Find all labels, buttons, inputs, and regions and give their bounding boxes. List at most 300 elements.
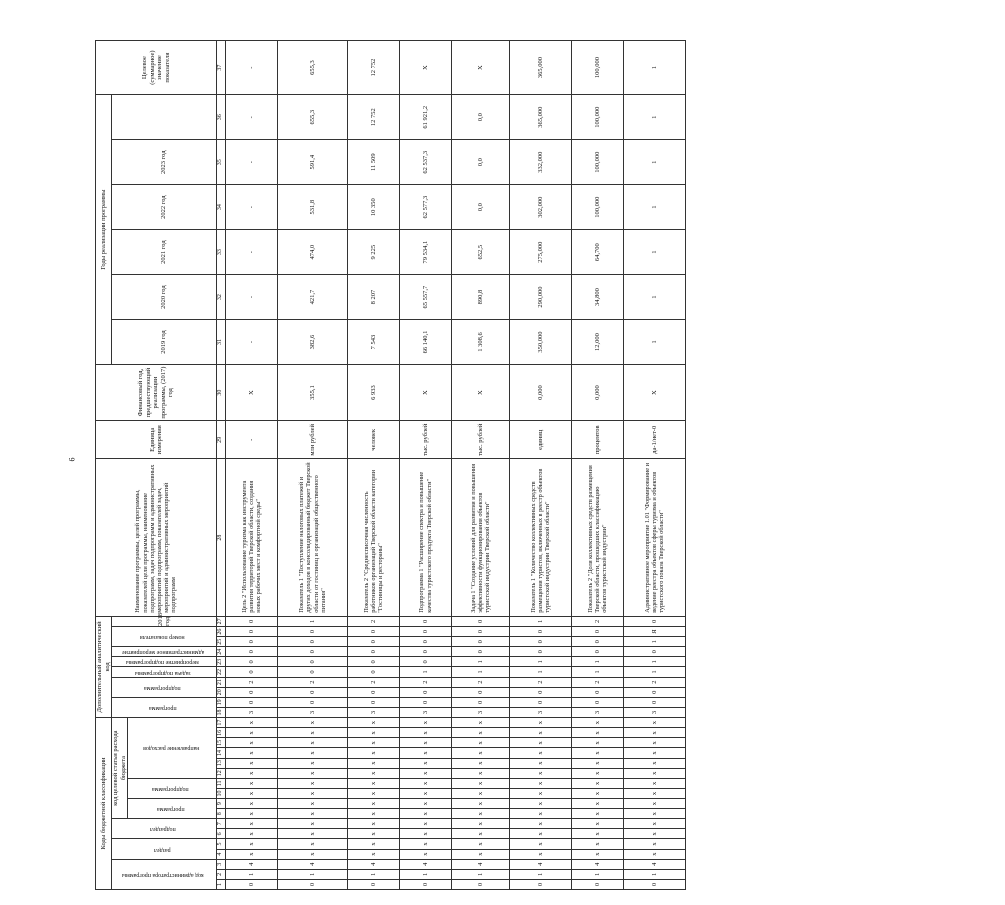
code-cell: 3 <box>348 707 400 717</box>
code-cell: 2 <box>572 616 624 626</box>
code-cell: 0 <box>278 657 348 667</box>
code-cell: x <box>348 778 400 788</box>
subprogram-d-header: подпрограмма <box>144 684 182 691</box>
column-number: 7 <box>217 819 226 829</box>
code-cell: 4 <box>278 859 348 869</box>
row-year-value: 1 <box>624 230 686 275</box>
row-year-value: 79 534,1 <box>400 230 452 275</box>
table-row <box>624 41 686 890</box>
code-cell: x <box>400 718 452 728</box>
column-number: 23 <box>217 657 226 667</box>
code-cell: x <box>400 748 452 758</box>
code-cell: x <box>452 738 510 748</box>
code-cell: x <box>510 768 572 778</box>
code-cell: 0 <box>278 667 348 677</box>
code-cell: x <box>348 809 400 819</box>
code-cell: x <box>452 768 510 778</box>
column-number: 36 <box>217 95 226 140</box>
code-cell: 4 <box>510 859 572 869</box>
row-year-value: 61 921,2 <box>400 95 452 140</box>
code-cell: x <box>226 778 278 788</box>
code-cell: x <box>452 819 510 829</box>
code-cell: x <box>572 758 624 768</box>
column-number: 28 <box>217 459 226 616</box>
row-unit: единиц <box>510 421 572 459</box>
code-cell: 0 <box>226 616 278 626</box>
code-cell: 0 <box>226 637 278 647</box>
row-name: Показатель 1 "Количество коллективных средств размещения туристов, включенных в реестр объектов туристской индустрии Тверской области" <box>510 459 572 616</box>
row-year-value: 12 752 <box>348 95 400 140</box>
event-header: мероприятие подпрограммы <box>126 659 200 666</box>
target-article-header: код целевой статьи расхода бюджета <box>112 718 128 819</box>
section-header: раздел <box>154 846 172 853</box>
row-year-value: 1 <box>624 95 686 140</box>
column-number: 19 <box>217 697 226 707</box>
code-cell: 3 <box>510 707 572 717</box>
code-cell: 4 <box>226 859 278 869</box>
row-target-value: 1 <box>624 41 686 95</box>
budget-codes-header: Коды бюджетной классификации <box>96 718 112 890</box>
column-number: 32 <box>217 275 226 320</box>
row-year-value: 100,000 <box>572 140 624 185</box>
column-number: 22 <box>217 667 226 677</box>
code-cell: x <box>348 718 400 728</box>
row-unit: да-1/нет-0 <box>624 421 686 459</box>
row-year-value: 66 140,1 <box>400 320 452 365</box>
column-number: 31 <box>217 320 226 365</box>
row-year-value: 10 350 <box>348 185 400 230</box>
target-header: Целевое (суммарное) значение показателя <box>96 41 217 95</box>
row-target-value: 365,000 <box>510 41 572 95</box>
years-header: Годы реализации программы <box>96 95 112 365</box>
code-cell: x <box>278 799 348 809</box>
code-cell: 0 <box>348 687 400 697</box>
code-cell: 0 <box>452 616 510 626</box>
code-cell: x <box>278 819 348 829</box>
code-cell: x <box>510 758 572 768</box>
row-year-value: 0,0 <box>452 140 510 185</box>
code-cell: 1 <box>348 869 400 879</box>
row-unit: - <box>226 421 278 459</box>
row-year-value: 1 <box>624 320 686 365</box>
code-cell: x <box>452 728 510 738</box>
code-cell: 2 <box>226 677 278 687</box>
code-cell: x <box>348 829 400 839</box>
code-cell: x <box>510 748 572 758</box>
code-cell: x <box>624 738 686 748</box>
column-number: 12 <box>217 768 226 778</box>
code-cell: x <box>278 768 348 778</box>
code-cell: x <box>510 738 572 748</box>
row-fin-year: 6 933 <box>348 365 400 421</box>
code-cell: 0 <box>510 627 572 637</box>
row-year-value: 8 207 <box>348 275 400 320</box>
code-cell: x <box>510 778 572 788</box>
code-cell: 4 <box>624 859 686 869</box>
code-cell: x <box>624 748 686 758</box>
code-cell: x <box>572 778 624 788</box>
code-cell: x <box>624 839 686 849</box>
row-year-value: 332,000 <box>510 140 572 185</box>
code-cell: x <box>572 799 624 809</box>
code-cell: 0 <box>400 627 452 637</box>
table-body <box>226 41 686 890</box>
code-cell: Я <box>624 627 686 637</box>
code-cell: x <box>572 748 624 758</box>
column-number: 27 <box>217 616 226 626</box>
row-name: Цель 2 "Использование туризма как инструмента развития территорий Тверской области, создания новых рабочих мест и комфортной среды" <box>226 459 278 616</box>
code-cell: x <box>572 809 624 819</box>
code-cell: 0 <box>400 697 452 707</box>
code-cell: 0 <box>510 879 572 889</box>
code-cell: x <box>400 819 452 829</box>
code-cell: 0 <box>348 879 400 889</box>
code-cell: x <box>510 809 572 819</box>
code-cell: x <box>624 718 686 728</box>
y2018-header: 2018 год <box>112 616 217 626</box>
code-cell: x <box>624 768 686 778</box>
code-cell: x <box>348 728 400 738</box>
row-year-value: - <box>226 185 278 230</box>
code-cell: x <box>510 849 572 859</box>
row-target-value: X <box>400 41 452 95</box>
code-cell: 0 <box>348 697 400 707</box>
code-cell: 0 <box>510 637 572 647</box>
row-year-value: 11 509 <box>348 140 400 185</box>
row-unit: тыс. рублей <box>400 421 452 459</box>
code-cell: x <box>226 788 278 798</box>
code-cell: 0 <box>510 687 572 697</box>
row-year-value: 7 543 <box>348 320 400 365</box>
row-year-value: 100,000 <box>572 95 624 140</box>
code-cell: x <box>348 849 400 859</box>
code-cell: 0 <box>348 647 400 657</box>
code-cell: x <box>572 819 624 829</box>
row-year-value: 652,5 <box>452 230 510 275</box>
code-cell: x <box>348 839 400 849</box>
code-cell: x <box>510 718 572 728</box>
code-cell: x <box>510 799 572 809</box>
code-cell: x <box>278 748 348 758</box>
subsection-header: подраздел <box>149 826 176 833</box>
code-cell: x <box>400 738 452 748</box>
code-cell: 0 <box>226 697 278 707</box>
code-cell: x <box>400 809 452 819</box>
column-number: 15 <box>217 738 226 748</box>
code-cell: x <box>278 738 348 748</box>
code-cell: x <box>624 819 686 829</box>
code-cell: 0 <box>572 879 624 889</box>
code-cell: 1 <box>624 869 686 879</box>
code-cell: 0 <box>400 879 452 889</box>
code-cell: x <box>348 738 400 748</box>
code-cell: x <box>400 839 452 849</box>
column-number: 20 <box>217 687 226 697</box>
code-cell: 3 <box>400 707 452 717</box>
code-cell: 0 <box>572 627 624 637</box>
row-year-value: 655,3 <box>278 95 348 140</box>
row-year-value: 64,700 <box>572 230 624 275</box>
column-number: 35 <box>217 140 226 185</box>
code-cell: 0 <box>226 667 278 677</box>
row-year-value: 365,000 <box>510 95 572 140</box>
code-cell: 1 <box>510 667 572 677</box>
row-target-value: 100,000 <box>572 41 624 95</box>
code-cell: 0 <box>226 657 278 667</box>
table-row <box>278 41 348 890</box>
column-number: 33 <box>217 230 226 275</box>
code-cell: 1 <box>624 657 686 667</box>
row-name: Показатель 2 "Среднесписочная численность работников организаций Тверской области категории "Гостиницы и рестораны" <box>348 459 400 616</box>
code-cell: 1 <box>278 616 348 626</box>
row-year-value: 302,000 <box>510 185 572 230</box>
code-cell: 0 <box>624 647 686 657</box>
row-year-value: 0,0 <box>452 95 510 140</box>
y2022-header: 2022 год <box>112 185 217 230</box>
y2023-header: 2023 год <box>112 140 217 185</box>
code-cell: x <box>400 778 452 788</box>
code-cell: 3 <box>226 707 278 717</box>
code-cell: x <box>278 839 348 849</box>
code-cell: 0 <box>572 647 624 657</box>
code-cell: x <box>452 829 510 839</box>
code-cell: x <box>400 799 452 809</box>
code-cell: x <box>572 788 624 798</box>
code-cell: 0 <box>400 637 452 647</box>
code-cell: 2 <box>348 616 400 626</box>
code-cell: x <box>226 799 278 809</box>
code-cell: x <box>348 799 400 809</box>
code-cell: 0 <box>452 697 510 707</box>
row-year-value: 34,800 <box>572 275 624 320</box>
code-cell: x <box>510 788 572 798</box>
code-cell: 0 <box>572 687 624 697</box>
code-cell: x <box>624 849 686 859</box>
column-number: 10 <box>217 788 226 798</box>
code-cell: 0 <box>278 697 348 707</box>
code-cell: x <box>400 849 452 859</box>
table-row <box>226 41 278 890</box>
unit-header: Единица измерения <box>96 421 217 459</box>
code-cell: 1 <box>510 616 572 626</box>
code-cell: x <box>226 768 278 778</box>
row-year-value: 350,000 <box>510 320 572 365</box>
code-cell: 3 <box>278 707 348 717</box>
admin-code-header: код администратора программы <box>121 871 204 878</box>
row-year-value: 421,7 <box>278 275 348 320</box>
row-unit: тыс. рублей <box>452 421 510 459</box>
code-cell: x <box>400 728 452 738</box>
code-cell: 1 <box>624 637 686 647</box>
code-cell: x <box>226 819 278 829</box>
column-number: 30 <box>217 365 226 421</box>
code-cell: 2 <box>348 677 400 687</box>
code-cell: x <box>278 788 348 798</box>
row-year-value: 9 225 <box>348 230 400 275</box>
code-cell: x <box>572 738 624 748</box>
y2019-header: 2019 год <box>112 320 217 365</box>
code-cell: 1 <box>510 657 572 667</box>
fin-year-header: Финансовый год, предшествующий реализации программы, (2017) год <box>96 365 217 421</box>
row-year-value: 100,000 <box>572 185 624 230</box>
row-fin-year: 0,000 <box>510 365 572 421</box>
code-cell: 0 <box>624 697 686 707</box>
column-number: 16 <box>217 728 226 738</box>
row-fin-year: X <box>226 365 278 421</box>
column-number: 9 <box>217 799 226 809</box>
code-cell: 2 <box>510 677 572 687</box>
row-fin-year: 0,000 <box>572 365 624 421</box>
code-cell: 0 <box>572 637 624 647</box>
row-year-value: 0,0 <box>452 185 510 230</box>
code-cell: 0 <box>624 616 686 626</box>
code-cell: x <box>226 849 278 859</box>
code-cell: x <box>226 839 278 849</box>
code-cell: 0 <box>452 647 510 657</box>
code-cell: 0 <box>348 627 400 637</box>
code-cell: x <box>572 728 624 738</box>
code-cell: x <box>510 728 572 738</box>
row-year-value: 62 537,3 <box>400 140 452 185</box>
code-cell: x <box>572 768 624 778</box>
column-number: 25 <box>217 637 226 647</box>
code-cell: x <box>226 718 278 728</box>
code-cell: 1 <box>572 869 624 879</box>
code-cell: 0 <box>452 879 510 889</box>
code-cell: x <box>348 788 400 798</box>
row-target-value: X <box>452 41 510 95</box>
row-year-value: 275,000 <box>510 230 572 275</box>
code-cell: x <box>452 849 510 859</box>
name-header: Наименование программы, целей программы, показателей цели программы, наименование подпрограмм, задач подпрограмм и административных мероприятий подпрограмм, показателей задач, мероприятий и административных мероприятий подпрограмм <box>96 459 217 616</box>
code-cell: x <box>452 758 510 768</box>
code-cell: x <box>452 718 510 728</box>
row-year-value: 62 577,3 <box>400 185 452 230</box>
column-number: 34 <box>217 185 226 230</box>
code-cell: 0 <box>510 647 572 657</box>
code-cell: x <box>226 829 278 839</box>
row-unit: процентов <box>572 421 624 459</box>
code-cell: x <box>278 809 348 819</box>
table-row <box>510 41 572 890</box>
code-cell: 0 <box>452 687 510 697</box>
table-row <box>400 41 452 890</box>
y2021-header: 2021 год <box>112 230 217 275</box>
code-cell: 2 <box>278 677 348 687</box>
table-row <box>572 41 624 890</box>
row-unit: человек <box>348 421 400 459</box>
row-year-value: 290,000 <box>510 275 572 320</box>
code-cell: 1 <box>452 869 510 879</box>
code-cell: x <box>278 758 348 768</box>
code-cell: 4 <box>400 859 452 869</box>
row-year-value: 65 557,7 <box>400 275 452 320</box>
code-cell: 0 <box>278 637 348 647</box>
column-number: 26 <box>217 627 226 637</box>
code-cell: 2 <box>572 677 624 687</box>
code-cell: 2 <box>624 677 686 687</box>
code-cell: x <box>226 758 278 768</box>
column-number: 8 <box>217 809 226 819</box>
code-cell: x <box>510 839 572 849</box>
code-cell: x <box>400 768 452 778</box>
row-year-value: 12,000 <box>572 320 624 365</box>
row-name: Административное мероприятие 1.01 "Формирование и ведение реестра объектов сферы туризма и объектов туристского показа Тверской области" <box>624 459 686 616</box>
column-number: 4 <box>217 849 226 859</box>
code-cell: x <box>624 799 686 809</box>
direction-header: направление расходов <box>142 745 199 752</box>
code-cell: x <box>348 748 400 758</box>
row-unit: млн рублей <box>278 421 348 459</box>
action-event-header: административное мероприятие <box>121 649 204 656</box>
column-number: 14 <box>217 748 226 758</box>
column-number-row <box>217 41 226 890</box>
code-cell: x <box>572 718 624 728</box>
row-fin-year: X <box>400 365 452 421</box>
code-cell: 0 <box>278 879 348 889</box>
code-cell: x <box>572 849 624 859</box>
column-number: 37 <box>217 41 226 95</box>
code-cell: x <box>226 728 278 738</box>
row-year-value: - <box>226 320 278 365</box>
program-header: программа <box>156 806 185 813</box>
row-target-value: - <box>226 41 278 95</box>
program-d-header: программа <box>148 704 177 711</box>
code-cell: 0 <box>226 879 278 889</box>
row-name: Подпрограмма 1 "Расширение спектра и повышение качества туристского продукта Тверской области" <box>400 459 452 616</box>
code-cell: x <box>226 809 278 819</box>
column-number: 21 <box>217 677 226 687</box>
code-cell: x <box>278 718 348 728</box>
code-cell: 0 <box>452 637 510 647</box>
code-cell: 0 <box>624 879 686 889</box>
code-cell: x <box>452 788 510 798</box>
code-cell: 1 <box>572 667 624 677</box>
code-cell: 0 <box>452 627 510 637</box>
code-cell: 1 <box>452 667 510 677</box>
code-cell: x <box>572 829 624 839</box>
code-cell: x <box>510 829 572 839</box>
code-cell: 0 <box>510 697 572 707</box>
code-cell: x <box>348 819 400 829</box>
code-cell: 0 <box>400 647 452 657</box>
row-year-value: 1 <box>624 275 686 320</box>
row-target-value: 655,3 <box>278 41 348 95</box>
code-cell: 1 <box>400 869 452 879</box>
row-year-value: - <box>226 275 278 320</box>
code-cell: x <box>348 758 400 768</box>
code-cell: 1 <box>400 667 452 677</box>
code-cell: x <box>624 778 686 788</box>
rotated-sheet <box>95 50 1005 890</box>
table-row <box>452 41 510 890</box>
code-cell: 0 <box>226 687 278 697</box>
column-number: 2 <box>217 869 226 879</box>
code-cell: x <box>278 778 348 788</box>
code-cell: x <box>278 849 348 859</box>
row-year-value: 382,6 <box>278 320 348 365</box>
code-cell: 1 <box>572 657 624 667</box>
row-year-value: - <box>226 95 278 140</box>
code-cell: 0 <box>278 687 348 697</box>
column-number: 29 <box>217 421 226 459</box>
column-number: 1 <box>217 879 226 889</box>
code-cell: x <box>226 748 278 758</box>
code-cell: 1 <box>452 657 510 667</box>
row-name: Задача 1 "Создание условий для развития и повышения эффективности функционирования объектов туристской индустрии Тверской области" <box>452 459 510 616</box>
code-cell: 1 <box>624 667 686 677</box>
code-cell: 0 <box>278 627 348 637</box>
